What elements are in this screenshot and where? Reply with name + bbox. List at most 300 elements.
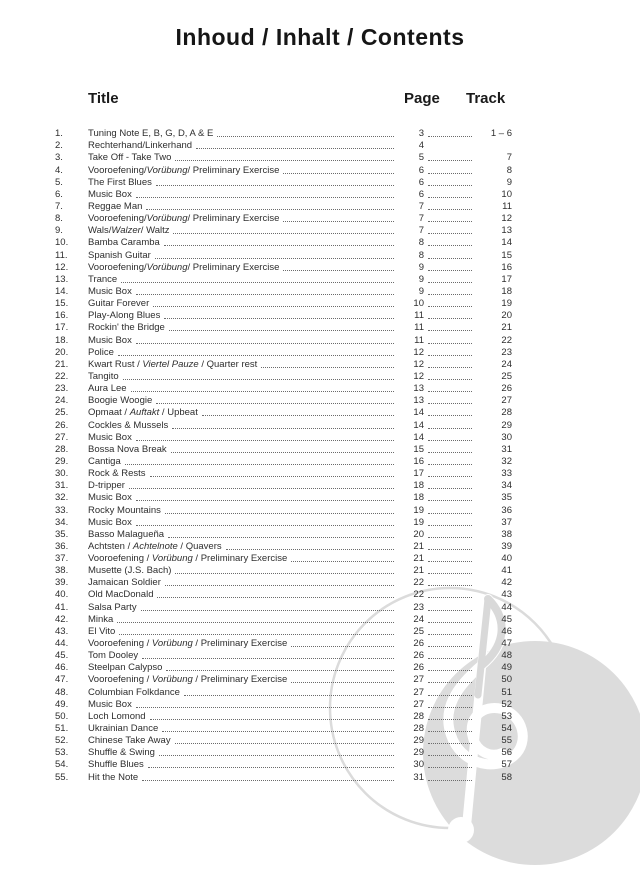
row-title: Play-Along Blues	[88, 310, 161, 322]
row-page: 30	[413, 759, 424, 771]
dot-leader	[150, 719, 394, 720]
row-track: 37	[501, 516, 512, 528]
toc-row	[55, 722, 512, 734]
row-title: Tom Dooley	[88, 650, 139, 662]
row-page: 27	[413, 698, 424, 710]
dot-leader	[119, 634, 394, 635]
row-number: 31.	[55, 480, 69, 492]
row-number: 36.	[55, 540, 69, 552]
dot-leader	[428, 658, 472, 659]
row-track: 24	[501, 358, 512, 370]
dot-leader	[428, 634, 472, 635]
row-number: 45.	[55, 650, 69, 662]
row-title: Cockles & Mussels	[88, 419, 169, 431]
row-page: 14	[413, 407, 424, 419]
toc-row	[55, 746, 512, 758]
dot-leader	[156, 185, 394, 186]
row-track: 41	[501, 565, 512, 577]
row-track: 23	[501, 346, 512, 358]
row-title: Loch Lomond	[88, 710, 146, 722]
toc-row	[55, 540, 512, 552]
toc-row	[55, 588, 512, 600]
row-page: 7	[418, 200, 424, 212]
row-track: 18	[501, 285, 512, 297]
toc-row	[55, 406, 512, 418]
row-track: 19	[501, 298, 512, 310]
row-number: 47.	[55, 674, 69, 686]
row-title: Opmaat / Auftakt / Upbeat	[88, 407, 198, 419]
dot-leader	[428, 197, 472, 198]
dot-leader	[125, 464, 394, 465]
row-title: Music Box	[88, 188, 132, 200]
row-title: Guitar Forever	[88, 298, 150, 310]
row-track: 56	[501, 747, 512, 759]
dot-leader	[428, 209, 472, 210]
row-title: Police	[88, 346, 114, 358]
row-number: 48.	[55, 686, 69, 698]
dot-leader	[428, 306, 472, 307]
row-track: 38	[501, 528, 512, 540]
dot-leader	[428, 258, 472, 259]
dot-leader	[168, 537, 394, 538]
row-page: 7	[418, 225, 424, 237]
row-page: 31	[413, 771, 424, 783]
dot-leader	[428, 233, 472, 234]
row-page: 15	[413, 443, 424, 455]
row-number: 8.	[55, 213, 63, 225]
toc-row	[55, 698, 512, 710]
row-title: Music Box	[88, 492, 132, 504]
toc-row	[55, 564, 512, 576]
dot-leader	[428, 622, 472, 623]
row-track: 34	[501, 480, 512, 492]
row-number: 21.	[55, 358, 69, 370]
row-number: 53.	[55, 747, 69, 759]
toc-row	[55, 200, 512, 212]
row-track: 50	[501, 674, 512, 686]
toc-row	[55, 528, 512, 540]
dot-leader	[428, 464, 472, 465]
row-track: 20	[501, 310, 512, 322]
row-title: Shuffle & Swing	[88, 747, 155, 759]
toc-row	[55, 758, 512, 770]
row-track: 31	[501, 443, 512, 455]
dot-leader	[136, 294, 394, 295]
dot-leader	[428, 610, 472, 611]
row-page: 21	[413, 565, 424, 577]
row-title: Reggae Man	[88, 200, 143, 212]
dot-leader	[428, 767, 472, 768]
dot-leader	[428, 597, 472, 598]
toc-row	[55, 613, 512, 625]
dot-leader	[175, 573, 394, 574]
row-number: 33.	[55, 504, 69, 516]
dot-leader	[283, 221, 394, 222]
dot-leader	[291, 646, 394, 647]
row-track: 45	[501, 613, 512, 625]
row-track: 10	[501, 188, 512, 200]
row-number: 38.	[55, 565, 69, 577]
row-title: Shuffle Blues	[88, 759, 144, 771]
dot-leader	[428, 780, 472, 781]
row-page: 13	[413, 395, 424, 407]
dot-leader	[175, 743, 394, 744]
toc-row	[55, 431, 512, 443]
row-title: Vooroefening / Vorübung / Preliminary Exercise	[88, 674, 288, 686]
row-title: Musette (J.S. Bach)	[88, 565, 172, 577]
toc-row	[55, 734, 512, 746]
dot-leader	[136, 440, 394, 441]
row-track: 47	[501, 638, 512, 650]
row-title: Columbian Folkdance	[88, 686, 180, 698]
toc-row	[55, 333, 512, 345]
row-page: 10	[413, 298, 424, 310]
dot-leader	[428, 488, 472, 489]
row-page: 21	[413, 553, 424, 565]
row-page: 26	[413, 638, 424, 650]
row-title: Bamba Caramba	[88, 237, 160, 249]
row-track: 44	[501, 601, 512, 613]
row-page: 27	[413, 674, 424, 686]
row-title: Vooroefening/Vorübung/ Preliminary Exercise	[88, 164, 280, 176]
row-title: Chinese Take Away	[88, 735, 171, 747]
dot-leader	[428, 537, 472, 538]
row-page: 16	[413, 455, 424, 467]
row-title: Wals/Walzer/ Waltz	[88, 225, 170, 237]
dot-leader	[428, 549, 472, 550]
row-page: 13	[413, 383, 424, 395]
dot-leader	[428, 428, 472, 429]
row-title: Rechterhand/Linkerhand	[88, 140, 193, 152]
row-number: 24.	[55, 395, 69, 407]
row-track: 26	[501, 383, 512, 395]
row-track: 40	[501, 553, 512, 565]
row-page: 20	[413, 528, 424, 540]
row-track: 46	[501, 625, 512, 637]
row-page: 22	[413, 589, 424, 601]
row-number: 20.	[55, 346, 69, 358]
dot-leader	[428, 343, 472, 344]
row-page: 6	[418, 188, 424, 200]
row-number: 5.	[55, 176, 63, 188]
row-page: 29	[413, 735, 424, 747]
toc-row	[55, 685, 512, 697]
row-track: 15	[501, 249, 512, 261]
dot-leader	[428, 160, 472, 161]
dot-leader	[428, 500, 472, 501]
toc-row	[55, 467, 512, 479]
row-title: Salsa Party	[88, 601, 137, 613]
dot-leader	[291, 682, 394, 683]
row-track: 51	[501, 686, 512, 698]
row-track: 14	[501, 237, 512, 249]
dot-leader	[123, 379, 394, 380]
row-title: The First Blues	[88, 176, 152, 188]
row-track: 35	[501, 492, 512, 504]
row-page: 12	[413, 358, 424, 370]
row-page: 8	[418, 237, 424, 249]
row-title: Vooroefening / Vorübung / Preliminary Exercise	[88, 638, 288, 650]
dot-leader	[291, 561, 394, 562]
row-page: 18	[413, 480, 424, 492]
row-number: 27.	[55, 431, 69, 443]
row-title: Music Box	[88, 431, 132, 443]
dot-leader	[157, 597, 394, 598]
row-number: 44.	[55, 638, 69, 650]
row-number: 10.	[55, 237, 69, 249]
row-number: 46.	[55, 662, 69, 674]
row-track: 30	[501, 431, 512, 443]
row-title: Ukrainian Dance	[88, 723, 159, 735]
toc-row	[55, 637, 512, 649]
row-page: 11	[414, 334, 424, 346]
row-title: Rocky Mountains	[88, 504, 161, 516]
row-number: 22.	[55, 370, 69, 382]
row-track: 13	[501, 225, 512, 237]
row-number: 49.	[55, 698, 69, 710]
toc-row	[55, 297, 512, 309]
row-number: 7.	[55, 200, 63, 212]
row-track: 43	[501, 589, 512, 601]
toc-row	[55, 394, 512, 406]
dot-leader	[428, 355, 472, 356]
row-track: 49	[501, 662, 512, 674]
row-page: 7	[418, 213, 424, 225]
dot-leader	[428, 173, 472, 174]
dot-leader	[171, 452, 394, 453]
row-number: 12.	[55, 261, 69, 273]
row-page: 19	[413, 516, 424, 528]
row-title: Rockin' the Bridge	[88, 322, 165, 334]
dot-leader	[428, 221, 472, 222]
row-number: 51.	[55, 723, 69, 735]
dot-leader	[428, 415, 472, 416]
row-title: Take Off - Take Two	[88, 152, 172, 164]
dot-leader	[136, 707, 394, 708]
toc-row	[55, 418, 512, 430]
toc-row	[55, 382, 512, 394]
row-page: 29	[413, 747, 424, 759]
toc-row	[55, 516, 512, 528]
dot-leader	[428, 294, 472, 295]
row-title: Rock & Rests	[88, 468, 146, 480]
toc-row	[55, 479, 512, 491]
row-page: 19	[413, 504, 424, 516]
dot-leader	[226, 549, 394, 550]
toc-row	[55, 224, 512, 236]
toc-row	[55, 370, 512, 382]
toc-row	[55, 770, 512, 782]
dot-leader	[202, 415, 394, 416]
row-title: Cantiga	[88, 455, 121, 467]
row-page: 6	[418, 176, 424, 188]
row-number: 30.	[55, 468, 69, 480]
toc-row	[55, 127, 512, 139]
row-number: 1.	[55, 128, 63, 140]
row-number: 34.	[55, 516, 69, 528]
row-track: 48	[501, 650, 512, 662]
dot-leader	[428, 743, 472, 744]
dot-leader	[428, 318, 472, 319]
dot-leader	[155, 258, 394, 259]
dot-leader	[131, 391, 394, 392]
dot-leader	[121, 282, 394, 283]
row-track: 53	[501, 710, 512, 722]
row-track: 54	[501, 723, 512, 735]
toc-row	[55, 212, 512, 224]
toc-row	[55, 188, 512, 200]
dot-leader	[428, 719, 472, 720]
dot-leader	[164, 245, 394, 246]
toc-row	[55, 236, 512, 248]
row-number: 6.	[55, 188, 63, 200]
dot-leader	[428, 573, 472, 574]
row-number: 26.	[55, 419, 69, 431]
row-track: 17	[501, 273, 512, 285]
row-number: 35.	[55, 528, 69, 540]
row-track: 8	[506, 164, 512, 176]
toc-row	[55, 273, 512, 285]
row-title: Aura Lee	[88, 383, 127, 395]
row-track: 57	[501, 759, 512, 771]
row-number: 13.	[55, 273, 69, 285]
toc-row	[55, 443, 512, 455]
dot-leader	[428, 379, 472, 380]
dot-leader	[428, 403, 472, 404]
dot-leader	[172, 428, 394, 429]
dot-leader	[169, 330, 394, 331]
row-page: 26	[413, 662, 424, 674]
row-page: 8	[418, 249, 424, 261]
row-title: Jamaican Soldier	[88, 577, 161, 589]
row-number: 3.	[55, 152, 63, 164]
row-page: 24	[413, 613, 424, 625]
dot-leader	[428, 755, 472, 756]
row-number: 29.	[55, 455, 69, 467]
toc-row	[55, 163, 512, 175]
toc-row	[55, 309, 512, 321]
row-title: Boogie Woogie	[88, 395, 153, 407]
row-track: 25	[501, 370, 512, 382]
row-track: 7	[506, 152, 512, 164]
row-track: 32	[501, 455, 512, 467]
row-page: 9	[418, 273, 424, 285]
toc-row	[55, 503, 512, 515]
dot-leader	[428, 561, 472, 562]
row-page: 12	[413, 346, 424, 358]
dot-leader	[136, 197, 394, 198]
toc-row	[55, 661, 512, 673]
toc-row	[55, 625, 512, 637]
row-title: Tangito	[88, 370, 119, 382]
row-track: 21	[501, 322, 512, 334]
row-title: Hit the Note	[88, 771, 139, 783]
row-title: Minka	[88, 613, 114, 625]
row-title: Trance	[88, 273, 118, 285]
toc-row	[55, 576, 512, 588]
row-title: El Vito	[88, 625, 116, 637]
toc-row	[55, 248, 512, 260]
row-number: 37.	[55, 553, 69, 565]
toc-row	[55, 261, 512, 273]
row-page: 14	[413, 431, 424, 443]
dot-leader	[196, 148, 394, 149]
dot-leader	[117, 622, 394, 623]
row-page: 27	[413, 686, 424, 698]
dot-leader	[428, 330, 472, 331]
dot-leader	[428, 682, 472, 683]
row-title: Spanish Guitar	[88, 249, 151, 261]
row-page: 18	[413, 492, 424, 504]
dot-leader	[428, 707, 472, 708]
toc-row	[55, 491, 512, 503]
row-title: Music Box	[88, 334, 132, 346]
row-track: 33	[501, 468, 512, 480]
toc-row	[55, 285, 512, 297]
toc-row	[55, 151, 512, 163]
row-page: 21	[413, 540, 424, 552]
dot-leader	[164, 318, 394, 319]
row-title: Vooroefening/Vorübung/ Preliminary Exercise	[88, 213, 280, 225]
row-track: 22	[501, 334, 512, 346]
row-number: 54.	[55, 759, 69, 771]
row-title: Music Box	[88, 516, 132, 528]
dot-leader	[142, 780, 394, 781]
toc-row	[55, 600, 512, 612]
dot-leader	[153, 306, 394, 307]
dot-leader	[136, 343, 394, 344]
dot-leader	[148, 767, 394, 768]
toc-row	[55, 139, 512, 151]
row-track: 42	[501, 577, 512, 589]
toc-row	[55, 710, 512, 722]
dot-leader	[129, 488, 394, 489]
dot-leader	[165, 513, 394, 514]
row-number: 18.	[55, 334, 69, 346]
column-header-page: Page	[404, 90, 440, 107]
row-title: Bossa Nova Break	[88, 443, 167, 455]
row-page: 22	[413, 577, 424, 589]
row-number: 42.	[55, 613, 69, 625]
dot-leader	[428, 440, 472, 441]
dot-leader	[136, 525, 394, 526]
dot-leader	[159, 755, 394, 756]
dot-leader	[428, 391, 472, 392]
dot-leader	[428, 525, 472, 526]
row-track: 52	[501, 698, 512, 710]
dot-leader	[217, 136, 394, 137]
dot-leader	[261, 367, 394, 368]
row-page: 5	[418, 152, 424, 164]
row-number: 28.	[55, 443, 69, 455]
dot-leader	[173, 233, 394, 234]
row-page: 28	[413, 723, 424, 735]
row-title: Old MacDonald	[88, 589, 154, 601]
toc-row	[55, 455, 512, 467]
dot-leader	[428, 513, 472, 514]
dot-leader	[142, 658, 394, 659]
row-number: 52.	[55, 735, 69, 747]
row-page: 9	[418, 261, 424, 273]
dot-leader	[175, 160, 394, 161]
dot-leader	[165, 585, 394, 586]
row-page: 28	[413, 710, 424, 722]
row-number: 43.	[55, 625, 69, 637]
row-number: 16.	[55, 310, 69, 322]
row-title: Steelpan Calypso	[88, 662, 163, 674]
row-title: Music Box	[88, 698, 132, 710]
row-number: 39.	[55, 577, 69, 589]
